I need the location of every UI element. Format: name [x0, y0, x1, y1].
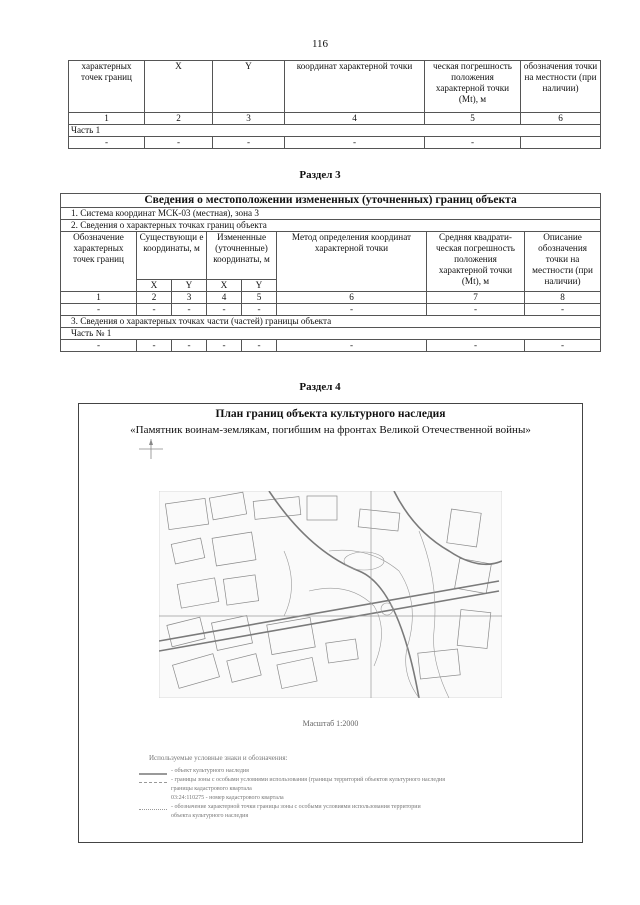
section-4-heading: Раздел 4 [299, 381, 341, 393]
number-cell: 4 [285, 113, 425, 125]
legend-text: - границы зоны с особыми условиями использования (границы территорий объектов культурного наследия [171, 777, 445, 783]
header-error: Средняя квадрати-ческая погрешность положения характерной точки (Mt), м [427, 232, 525, 292]
table-cell: - [207, 304, 242, 316]
number-cell: 2 [145, 113, 213, 125]
legend-text: границы кадастрового квартала [171, 786, 252, 792]
legend-text: - обозначение характерной точки границы зоны с особыми условиями использования территории [171, 804, 421, 810]
table-cell: - [277, 304, 427, 316]
number-cell: 1 [61, 292, 137, 304]
header-x: X [137, 280, 172, 292]
header-cell: координат характерной точки [285, 61, 425, 113]
table-cell: - [69, 137, 145, 149]
map-scale: Масштаб 1:2000 [302, 719, 359, 728]
legend-item [139, 803, 559, 812]
map-legend [139, 754, 559, 821]
north-arrow-icon [136, 437, 166, 461]
number-cell: 7 [427, 292, 525, 304]
table-cell: - [213, 137, 285, 149]
header-x: X [207, 280, 242, 292]
number-cell: 5 [242, 292, 277, 304]
page-number: 116 [311, 38, 329, 50]
legend-item [139, 785, 559, 794]
table-row [61, 340, 601, 352]
table-cell: - [285, 137, 425, 149]
legend-item [139, 776, 559, 785]
number-cell: 3 [172, 292, 207, 304]
header-cell: обозначения точки на местности (при наличии) [521, 61, 601, 113]
part-label: Часть № 1 [61, 328, 601, 340]
legend-item [139, 767, 559, 776]
header-y: Y [242, 280, 277, 292]
header-existing: Существующи е координаты, м [137, 232, 207, 280]
number-cell: 6 [277, 292, 427, 304]
header-cell: ческая погрешность положения характерной точки (Mt), м [425, 61, 521, 113]
legend-text: - объект культурного наследия [171, 768, 249, 774]
header-y: Y [172, 280, 207, 292]
number-cell: 4 [207, 292, 242, 304]
table-changed-boundaries [60, 193, 601, 352]
number-cell: 5 [425, 113, 521, 125]
number-cell: 1 [69, 113, 145, 125]
header-designation: Обозначение характерных точек границ [61, 232, 137, 292]
coordinate-system-line: 1. Система координат МСК-03 (местная), зона 3 [61, 208, 601, 220]
header-changed: Измененные (уточненные) координаты, м [207, 232, 277, 280]
table-cell [521, 137, 601, 149]
table-cell: - [242, 340, 277, 352]
table-cell: - [427, 304, 525, 316]
points-info-line: 2. Сведения о характерных точках границ объекта [61, 220, 601, 232]
table-coordinates-continued [68, 60, 601, 149]
table-row [61, 304, 601, 316]
header-cell: X [145, 61, 213, 113]
table-cell: - [172, 304, 207, 316]
number-cell: 2 [137, 292, 172, 304]
header-cell: характерных точек границ [69, 61, 145, 113]
part-points-line: 3. Сведения о характерных точках части (частей) границы объекта [61, 316, 601, 328]
number-row [69, 113, 601, 125]
number-row [61, 292, 601, 304]
table-header-row [69, 61, 601, 113]
table-row [69, 137, 601, 149]
header-cell: Y [213, 61, 285, 113]
number-cell: 8 [525, 292, 601, 304]
table-cell: - [525, 340, 601, 352]
header-method: Метод определения координат характерной точки [277, 232, 427, 292]
part-label: Часть 1 [69, 125, 601, 137]
plan-subtitle: «Памятник воинам-землякам, погибшим на фронтах Великой Отечественной войны» [130, 424, 531, 436]
header-description: Описание обозначения точки на местности (при наличии) [525, 232, 601, 292]
plan-title: План границ объекта культурного наследия [215, 408, 446, 420]
table-cell: - [137, 304, 172, 316]
cadastral-map [159, 491, 502, 698]
legend-text: 03:24:110275 - номер кадастрового квартала [171, 795, 284, 801]
legend-item [139, 812, 559, 821]
table-cell: - [145, 137, 213, 149]
boundary-plan [78, 403, 583, 843]
legend-title: Используемые условные знаки и обозначения: [149, 754, 288, 762]
table-cell: - [207, 340, 242, 352]
table-cell: - [172, 340, 207, 352]
legend-item [139, 794, 559, 803]
table-cell: - [242, 304, 277, 316]
table-cell: - [525, 304, 601, 316]
table-cell: - [425, 137, 521, 149]
table-cell: - [61, 340, 137, 352]
number-cell: 6 [521, 113, 601, 125]
legend-text: объекта культурного наследия [171, 813, 249, 819]
table-cell: - [137, 340, 172, 352]
number-cell: 3 [213, 113, 285, 125]
table-cell: - [61, 304, 137, 316]
section-3-heading: Раздел 3 [299, 169, 341, 181]
table-title: Сведения о местоположении измененных (уточненных) границ объекта [61, 194, 601, 208]
table-cell: - [427, 340, 525, 352]
table-cell: - [277, 340, 427, 352]
